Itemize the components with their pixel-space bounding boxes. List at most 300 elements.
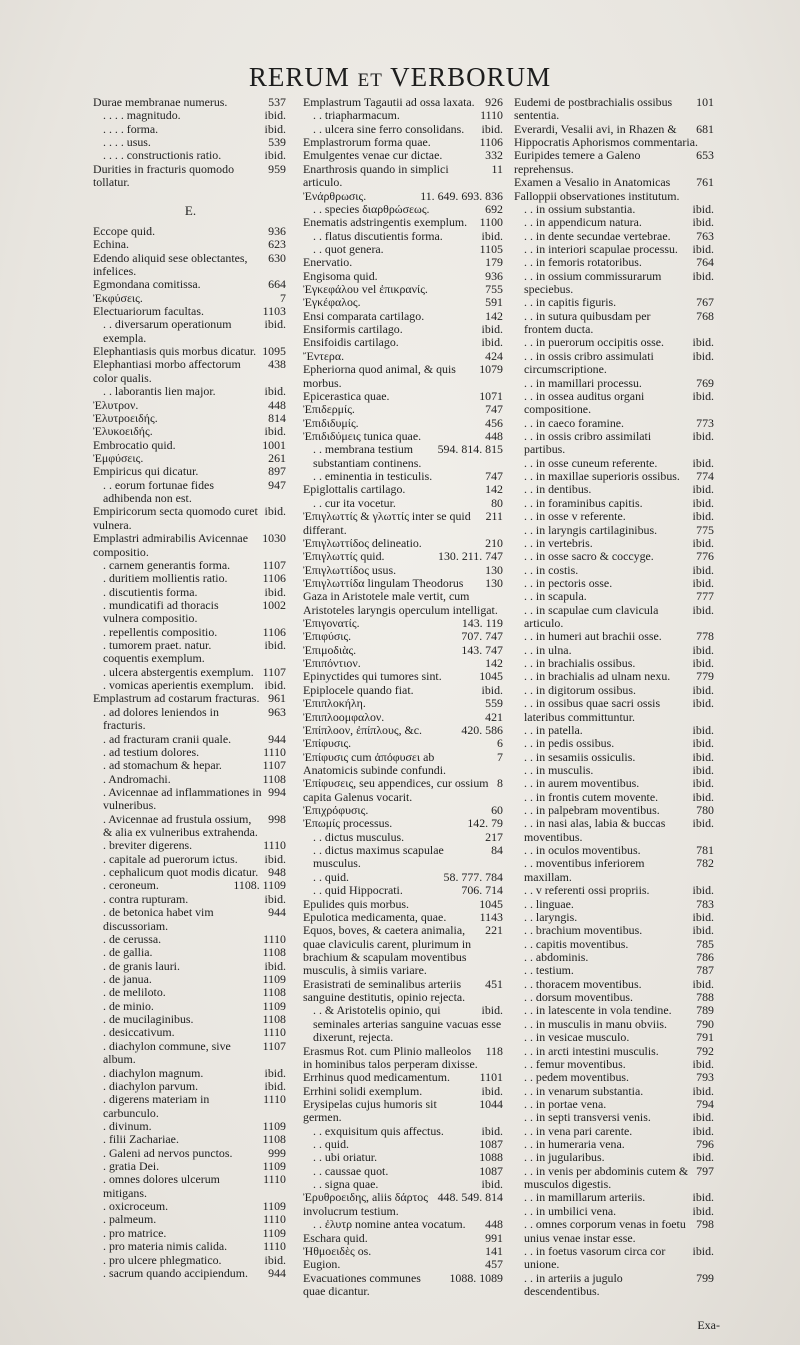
page-ref: 767	[696, 295, 714, 310]
page-ref: 664	[268, 277, 286, 292]
entry-headword: Emplastrum Tagautii ad ossa laxata.	[303, 95, 475, 109]
entry-headword: . . in osse cuneum referente.	[524, 455, 658, 470]
page-ref: 1107	[262, 557, 286, 572]
entry-headword: Enarthrosis quando in simplici articulo.	[303, 161, 449, 190]
index-entry	[303, 871, 505, 884]
index-entry	[93, 96, 288, 109]
index-entry	[514, 978, 716, 991]
page-ref: 143. 119	[461, 616, 503, 631]
entry-headword: . . in palpebram moventibus.	[524, 803, 660, 818]
page-ref: 594. 814. 815	[437, 442, 503, 457]
page-ref: 793	[696, 1070, 714, 1085]
index-entry	[514, 670, 716, 683]
page-ref: 130. 211. 747	[438, 549, 503, 564]
entry-headword: Ἐπιγονατίς.	[303, 616, 360, 631]
index-entry	[93, 1040, 288, 1067]
entry-headword: . . in musculis.	[524, 762, 594, 777]
entry-headword: . diachylon commune, sive album.	[103, 1038, 231, 1067]
entry-headword: . ad fracturam cranii quale.	[103, 731, 232, 746]
index-entry	[93, 532, 288, 559]
index-entry	[93, 1213, 288, 1226]
entry-headword: . . laborantis lien major.	[103, 384, 216, 399]
index-entry	[514, 564, 716, 577]
page-ref: 1100	[479, 215, 503, 230]
entry-headword: . . brachium moventibus.	[524, 923, 643, 938]
page-ref: 706. 714	[461, 883, 503, 898]
entry-headword: Errhinus quod medicamentum.	[303, 1070, 450, 1085]
index-entry	[514, 270, 716, 297]
index-entry	[514, 817, 716, 844]
index-entry	[303, 1191, 505, 1218]
page-ref: 7	[497, 749, 503, 764]
index-entry	[514, 657, 716, 670]
page-header	[0, 62, 800, 93]
entry-headword: . . eorum fortunae fides adhibenda non est.	[103, 477, 214, 506]
page-ref: 80	[491, 495, 503, 510]
index-entry	[303, 751, 505, 778]
index-entry	[303, 190, 505, 203]
page-ref: 6	[497, 736, 503, 751]
page-ref: 1101	[479, 1070, 503, 1085]
page-ref: ibid.	[692, 909, 714, 924]
index-entry	[303, 430, 505, 443]
index-entry	[303, 804, 505, 817]
index-entry	[303, 270, 505, 283]
index-entry	[514, 577, 716, 590]
page-ref: 1110	[263, 744, 286, 759]
entry-headword: . . femur moventibus.	[524, 1056, 626, 1071]
entry-headword: . . in pectoris osse.	[524, 575, 613, 590]
page-ref: 1110	[263, 931, 286, 946]
entry-headword: . oxicroceum.	[103, 1199, 169, 1214]
entry-headword: . . in septi transversi venis.	[524, 1110, 651, 1125]
entry-headword: Epulides quis morbus.	[303, 896, 410, 911]
page-ref: 456	[485, 415, 503, 430]
index-entry	[514, 96, 716, 123]
page-ref: ibid.	[264, 384, 286, 399]
entry-headword: . ad stomachum & hepar.	[103, 758, 222, 773]
index-entry	[514, 1098, 716, 1111]
page-ref: ibid.	[692, 749, 714, 764]
index-entry	[303, 149, 505, 162]
page-ref: ibid.	[481, 121, 503, 136]
entry-headword: . . in humeraria vena.	[524, 1137, 625, 1152]
entry-headword: . . linguae.	[524, 896, 574, 911]
index-entry	[303, 657, 505, 670]
entry-headword: . . testium.	[524, 963, 574, 978]
entry-headword: . . quot genera.	[313, 241, 384, 256]
entry-headword: . diachylon magnum.	[103, 1065, 204, 1080]
entry-headword: . . diversarum operationum exempla.	[103, 317, 232, 345]
index-entry	[93, 1240, 288, 1253]
page-ref: ibid.	[692, 575, 714, 590]
entry-headword: Eugion.	[303, 1257, 341, 1272]
index-entry	[514, 230, 716, 243]
page-ref: 60	[491, 803, 503, 818]
page-ref: 926	[485, 95, 503, 109]
page-ref: 1108	[262, 1132, 286, 1147]
page-ref: ibid.	[692, 696, 714, 711]
page-ref: 58. 777. 784	[443, 869, 503, 884]
index-entry	[514, 724, 716, 737]
index-entry	[303, 577, 505, 617]
page-ref: ibid.	[264, 424, 286, 439]
page-ref: 1106	[262, 624, 286, 639]
index-entry	[93, 1267, 288, 1280]
index-entry	[514, 1138, 716, 1151]
page-ref: ibid.	[481, 1123, 503, 1138]
page-ref: 1110	[263, 838, 286, 853]
entry-headword: . . in sesamiis ossiculis.	[524, 749, 636, 764]
page-ref: 961	[268, 691, 286, 706]
page-ref: 1088. 1089	[449, 1270, 503, 1285]
entry-headword: Erasistrati de seminalibus arteriis sanguine destitutis, opinio rejecta.	[303, 976, 466, 1005]
index-entry	[514, 764, 716, 777]
page-ref: 1001	[262, 437, 286, 452]
page-ref: 781	[696, 843, 714, 858]
entry-headword: Erysipelas cujus humoris sit germen.	[303, 1096, 437, 1125]
index-entry	[93, 399, 288, 412]
entry-headword: . . in portae vena.	[524, 1096, 607, 1111]
index-entry	[93, 679, 288, 692]
entry-headword: Elephantiasis quis morbus dicatur.	[93, 344, 257, 359]
entry-headword: . . triapharmacum.	[313, 108, 400, 123]
index-entry	[93, 292, 288, 305]
index-entry	[514, 483, 716, 496]
page-ref: 959	[268, 161, 286, 176]
index-entry	[93, 946, 288, 959]
entry-headword: Egmondana comitissa.	[93, 277, 201, 292]
index-entry	[303, 256, 505, 269]
entry-headword: Ἐπίφυσις.	[303, 736, 352, 751]
page-ref: ibid.	[692, 428, 714, 443]
index-entry	[303, 283, 505, 296]
page-ref: 142	[485, 482, 503, 497]
entry-headword: . . in brachialis ad ulnam nexu.	[524, 669, 671, 684]
entry-headword: . mundicatifi ad thoracis vulnera compositio.	[103, 597, 219, 626]
page-ref: 681	[696, 121, 714, 136]
index-entry	[93, 1147, 288, 1160]
page-ref: 8	[497, 776, 503, 791]
page-ref: ibid.	[692, 682, 714, 697]
index-entry	[93, 666, 288, 679]
entry-headword: Durae membranae numerus.	[93, 95, 228, 109]
page-ref: 1107	[262, 1038, 286, 1053]
entry-headword: Eschara quid.	[303, 1230, 368, 1245]
entry-headword: . . in pedis ossibus.	[524, 736, 615, 751]
index-entry	[514, 884, 716, 897]
index-entry	[93, 358, 288, 385]
entry-headword: . gratia Dei.	[103, 1159, 160, 1174]
entry-headword: . . in jugularibus.	[524, 1150, 605, 1165]
page-ref: 1110	[263, 1172, 286, 1187]
index-column-left	[93, 96, 288, 1280]
page-ref: ibid.	[481, 228, 503, 243]
entry-headword: . . in vesicae musculo.	[524, 1030, 630, 1045]
page-ref: 747	[485, 469, 503, 484]
index-entry	[93, 960, 288, 973]
index-entry	[514, 524, 716, 537]
index-entry	[93, 973, 288, 986]
index-entry	[303, 817, 505, 830]
index-entry	[303, 403, 505, 416]
entry-headword: . de meliloto.	[103, 985, 166, 1000]
index-entry	[93, 786, 288, 813]
page-ref: 779	[696, 669, 714, 684]
page-ref: ibid.	[264, 1065, 286, 1080]
page-ref: ibid.	[692, 268, 714, 283]
entry-headword: Emplastri admirabilis Avicennae compositio.	[93, 531, 248, 559]
entry-headword: . . in digitorum ossibus.	[524, 682, 636, 697]
page-ref: ibid.	[264, 148, 286, 163]
page-ref: 630	[268, 250, 286, 265]
index-entry	[303, 550, 505, 563]
page-ref: 1110	[480, 108, 503, 123]
index-entry	[514, 644, 716, 657]
index-entry	[303, 898, 505, 911]
entry-headword: Ἐγκεφάλου vel ἐπικρανίς.	[303, 282, 428, 297]
page-ref: ibid.	[481, 682, 503, 697]
page-ref: ibid.	[692, 1190, 714, 1205]
page-ref: ibid.	[692, 1150, 714, 1165]
index-entry	[303, 844, 505, 871]
index-entry	[303, 96, 505, 109]
entry-headword: . . in brachialis ossibus.	[524, 656, 636, 671]
entry-headword: Epheriorna quod animal, & quis morbus.	[303, 362, 456, 390]
entry-headword: . . membrana testium substantiam continens.	[313, 442, 422, 470]
index-entry	[514, 1071, 716, 1084]
entry-headword: . . quid.	[313, 1137, 350, 1152]
page-ref: ibid.	[264, 317, 286, 332]
page-ref: 141	[485, 1243, 503, 1258]
entry-headword: Everardi, Vesalii avi, in Rhazen & Hippocratis Aphorismos commentaria.	[514, 121, 698, 150]
index-column-right	[514, 96, 716, 1298]
index-entry	[303, 123, 505, 136]
index-entry	[303, 470, 505, 483]
header-conjunction: ET	[357, 70, 383, 91]
entry-headword: . ceroneum.	[103, 878, 159, 893]
entry-headword: Ἐπίπλοον, ἐπίπλους, &c.	[303, 722, 423, 737]
index-entry	[514, 390, 716, 417]
entry-headword: . . in vena pari carente.	[524, 1123, 633, 1138]
page-ref: ibid.	[692, 455, 714, 470]
page-ref: 559	[485, 696, 503, 711]
entry-headword: . . . . forma.	[103, 121, 159, 136]
index-entry	[93, 1093, 288, 1120]
index-entry	[93, 639, 288, 666]
page-ref: ibid.	[264, 1078, 286, 1093]
index-entry	[303, 243, 505, 256]
entry-headword: Ἐπιγλωττίδος usus.	[303, 562, 397, 577]
entry-headword: . . . . constructionis ratio.	[103, 148, 222, 163]
entry-headword: . . in arteriis a jugulo descendentibus.	[524, 1270, 623, 1298]
index-entry	[514, 1272, 716, 1299]
index-entry	[93, 136, 288, 149]
index-entry	[303, 417, 505, 430]
index-entry	[93, 1200, 288, 1213]
page-ref: 782	[696, 856, 714, 871]
page-ref: 332	[485, 148, 503, 163]
entry-headword: Ἐκφύσεις.	[93, 290, 143, 305]
page-ref: 794	[696, 1096, 714, 1111]
index-entry	[303, 831, 505, 844]
entry-headword: Epulotica medicamenta, quae.	[303, 909, 447, 924]
entry-headword: . contra rupturam.	[103, 891, 189, 906]
page-ref: 787	[696, 963, 714, 978]
page-ref: 897	[268, 464, 286, 479]
entry-headword: Ἐπίφυσις cum ἀπόφυσει ab Anatomicis subinde confundi.	[303, 749, 446, 777]
index-entry	[303, 1098, 505, 1125]
entry-headword: . Avicennae ad frustula ossium, & alia ex vulneribus extrahenda.	[103, 811, 258, 840]
entry-headword: Ἐπιπλοκήλη.	[303, 696, 366, 711]
page-ref: 11	[491, 161, 503, 176]
index-entry	[303, 216, 505, 229]
index-entry	[514, 296, 716, 309]
page-ref: 1108	[262, 985, 286, 1000]
index-entry	[303, 924, 505, 977]
entry-headword: Ἔντερα.	[303, 348, 345, 363]
index-entry	[93, 866, 288, 879]
index-entry	[514, 1018, 716, 1031]
index-entry	[514, 310, 716, 337]
page-ref: 1002	[262, 597, 286, 612]
index-entry	[514, 377, 716, 390]
entry-headword: Epiplocele quando fiat.	[303, 682, 414, 697]
page-ref: 1044	[479, 1096, 503, 1111]
entry-headword: Ἐπιγλωττίς quid.	[303, 549, 385, 564]
index-entry	[303, 884, 505, 897]
page-ref: ibid.	[692, 482, 714, 497]
index-entry	[93, 1160, 288, 1173]
entry-headword: . . in mamillari processu.	[524, 375, 642, 390]
index-entry	[303, 697, 505, 710]
page-ref: 788	[696, 990, 714, 1005]
page-ref: ibid.	[692, 509, 714, 524]
entry-headword: . . in caeco foramine.	[524, 415, 625, 430]
page-ref: 424	[485, 348, 503, 363]
page-ref: 623	[268, 237, 286, 252]
entry-headword: . . in capitis figuris.	[524, 295, 617, 310]
entry-headword: Emplastrum ad costarum fracturas.	[93, 691, 260, 706]
header-word-2: VERBORUM	[390, 62, 552, 92]
entry-headword: . . in ossibus quae sacri ossis lateribus committuntur.	[524, 696, 661, 724]
index-entry	[93, 412, 288, 425]
index-entry	[303, 1165, 505, 1178]
index-entry	[303, 363, 505, 390]
page-ref: 991	[485, 1230, 503, 1245]
page-ref: 539	[268, 135, 286, 150]
page-ref: ibid.	[692, 776, 714, 791]
index-entry	[93, 773, 288, 786]
page-ref: 448	[268, 397, 286, 412]
page-ref: 11. 649. 693. 836	[420, 188, 503, 203]
index-entry	[303, 724, 505, 737]
index-entry	[93, 425, 288, 438]
index-entry	[93, 706, 288, 733]
page-ref: ibid.	[264, 851, 286, 866]
index-entry	[303, 978, 505, 1005]
index-entry	[514, 1085, 716, 1098]
entry-headword: Errhini solidi exemplum.	[303, 1083, 423, 1098]
page-ref: ibid.	[264, 638, 286, 653]
index-entry	[514, 924, 716, 937]
page-ref: ibid.	[692, 562, 714, 577]
page-ref: ibid.	[481, 335, 503, 350]
page-ref: 1109	[262, 1199, 286, 1214]
page-ref: ibid.	[692, 976, 714, 991]
page-ref: ibid.	[264, 504, 286, 519]
page-ref: 84	[491, 843, 503, 858]
index-entry	[93, 1080, 288, 1093]
index-entry	[514, 857, 716, 884]
page-ref: 1045	[479, 896, 503, 911]
index-entry	[303, 163, 505, 190]
page-ref: ibid.	[692, 656, 714, 671]
index-entry	[514, 203, 716, 216]
index-entry	[514, 1045, 716, 1058]
entry-headword: Ensifoidis cartilago.	[303, 335, 399, 350]
page-ref: 936	[268, 223, 286, 238]
index-entry	[303, 1258, 505, 1271]
page-ref: ibid.	[481, 1083, 503, 1098]
entry-headword: . ulcera abstergentis exemplum.	[103, 664, 254, 679]
index-entry	[303, 1178, 505, 1191]
entry-headword: . . signa quae.	[313, 1177, 379, 1192]
index-entry	[93, 933, 288, 946]
index-entry	[93, 599, 288, 626]
page-ref: 448	[485, 1217, 503, 1232]
entry-headword: Epicerastica quae.	[303, 388, 390, 403]
entry-headword: Engisoma quid.	[303, 268, 378, 283]
index-entry	[303, 510, 505, 537]
page-ref: 1088	[479, 1150, 503, 1165]
page-ref: ibid.	[692, 602, 714, 617]
page-ref: 791	[696, 1030, 714, 1045]
index-entry	[514, 697, 716, 724]
section-letter: E.	[184, 202, 197, 218]
page-ref: 448. 549. 814	[437, 1190, 503, 1205]
entry-headword: . de gallia.	[103, 945, 153, 960]
entry-headword: Ἠθμοειδὲς os.	[303, 1243, 372, 1258]
index-entry	[514, 243, 716, 256]
page-ref: 775	[696, 522, 714, 537]
page-ref: 773	[696, 415, 714, 430]
index-entry	[93, 746, 288, 759]
page-ref: ibid.	[692, 883, 714, 898]
entry-headword: . . flatus discutientis forma.	[313, 228, 443, 243]
entry-headword: . . in foetus vasorum circa cor unione.	[524, 1243, 666, 1272]
entry-headword: Ἐπιγλωττίς & γλωττίς inter se quid differant.	[303, 509, 471, 537]
page-ref: 763	[696, 228, 714, 243]
entry-headword: Examen a Vesalio in Anatomicas Falloppii observationes institutum.	[514, 175, 680, 203]
index-entry	[93, 479, 288, 506]
entry-headword: Eccope quid.	[93, 223, 156, 238]
index-entry	[303, 630, 505, 643]
page-ref: ibid.	[692, 722, 714, 737]
page-ref: ibid.	[264, 678, 286, 693]
page-ref: 130	[485, 562, 503, 577]
index-entry	[303, 390, 505, 403]
entry-headword: . . dorsum moventibus.	[524, 990, 633, 1005]
index-entry	[93, 305, 288, 318]
page-ref: ibid.	[692, 1056, 714, 1071]
entry-headword: Ensiformis cartilago.	[303, 322, 403, 337]
index-entry	[93, 109, 288, 122]
page-ref: 692	[485, 201, 503, 216]
entry-headword: Ἐπωμίς processus.	[303, 816, 393, 831]
page-ref: 7	[280, 290, 286, 305]
page-ref: ibid.	[692, 736, 714, 751]
